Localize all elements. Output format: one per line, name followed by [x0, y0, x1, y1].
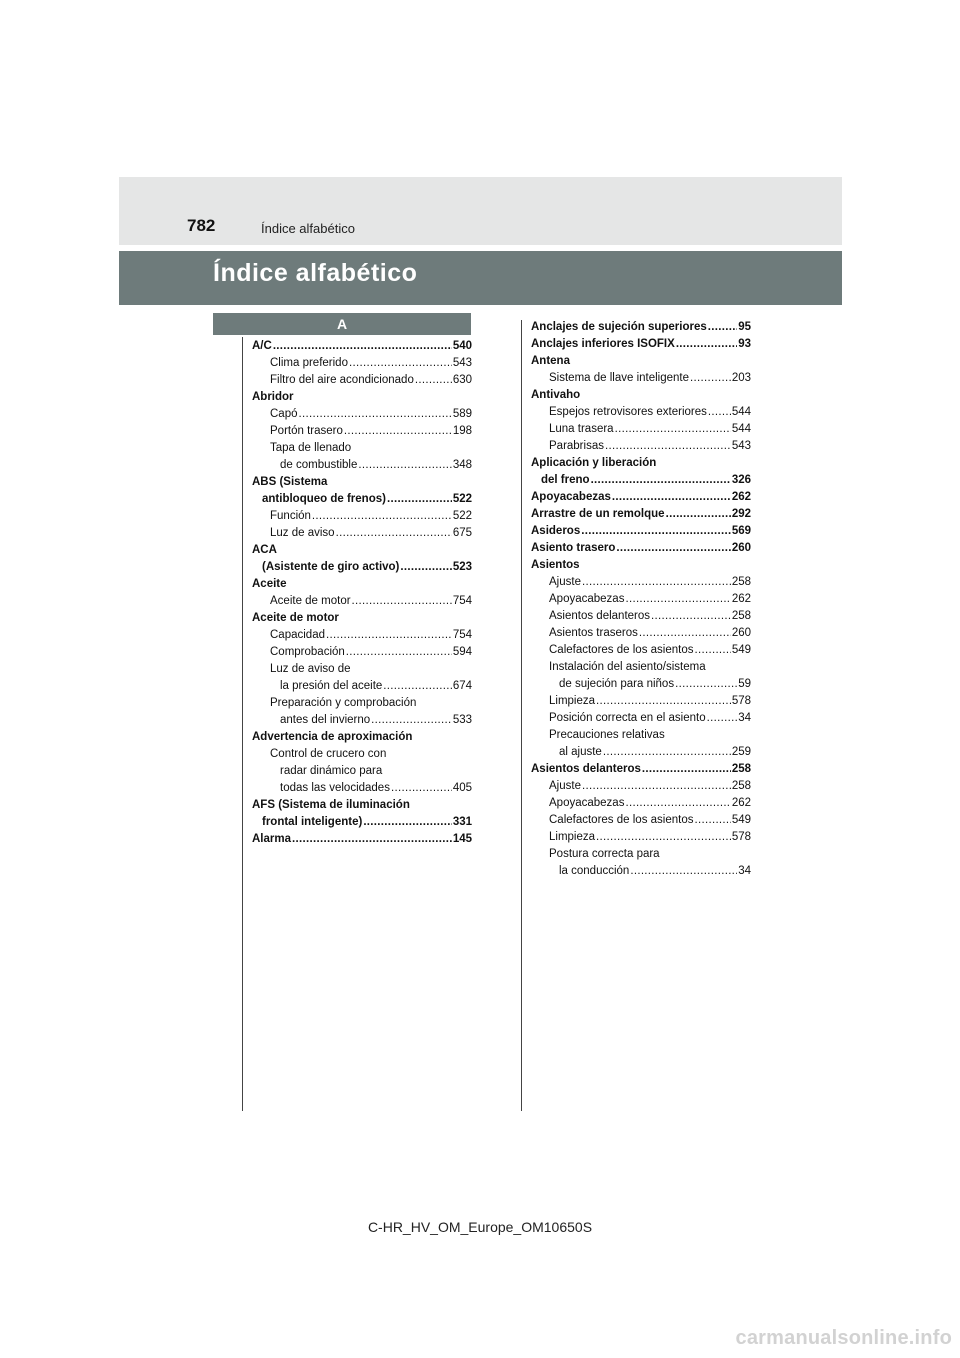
dot-leader: [694, 812, 730, 829]
index-entry: [252, 644, 472, 661]
index-entry-term: antibloqueo de frenos): [262, 493, 386, 505]
index-entry-page: 549: [731, 644, 751, 656]
index-entry-term: Abridor: [252, 391, 294, 403]
index-entry: [531, 353, 751, 370]
index-entry-page: 533: [452, 714, 472, 726]
index-entry-term: Parabrisas: [549, 440, 604, 452]
dot-leader: [582, 574, 731, 591]
index-entry-term: Antena: [531, 355, 570, 367]
index-entry: [252, 576, 472, 593]
index-entry: [252, 678, 472, 695]
index-entry: [252, 559, 472, 576]
index-entry-term: Luz de aviso de: [270, 663, 351, 675]
index-entry-term: Calefactores de los asientos: [549, 814, 694, 826]
index-entry: [531, 693, 751, 710]
index-entry-term: Limpieza: [549, 831, 596, 843]
dot-leader: [676, 336, 737, 353]
dot-leader: [344, 423, 452, 440]
index-entry: [531, 608, 751, 625]
index-entry-term: Apoyacabezas: [531, 491, 611, 503]
index-entry-term: ABS (Sistema: [252, 476, 328, 488]
index-entry-term: de combustible: [280, 459, 358, 471]
index-entry: [531, 574, 751, 591]
dot-leader: [363, 814, 452, 831]
index-entry: [531, 761, 751, 778]
index-entry-term: Arrastre de un remolque: [531, 508, 665, 520]
index-entry-term: antes del invierno: [280, 714, 371, 726]
index-entry-page: 198: [452, 425, 472, 437]
index-entry-term: Posición correcta en el asiento: [549, 712, 706, 724]
dot-leader: [605, 438, 731, 455]
index-entry: [531, 370, 751, 387]
dot-leader: [639, 625, 731, 642]
index-entry-page: 203: [731, 372, 751, 384]
index-entry-page: 331: [452, 816, 472, 828]
index-entry-page: 348: [452, 459, 472, 471]
index-entry-page: 578: [731, 831, 751, 843]
index-entry-term: Asideros: [531, 525, 581, 537]
index-entry-page: 675: [452, 527, 472, 539]
index-entry-term: Comprobación: [270, 646, 345, 658]
index-entry-term: Preparación y comprobación: [270, 697, 417, 709]
index-entry: [531, 319, 751, 336]
index-entry-page: 93: [738, 338, 751, 350]
dot-leader: [591, 472, 731, 489]
index-entry: [252, 389, 472, 406]
index-entry-term: Aceite de motor: [252, 612, 339, 624]
index-entry-page: 258: [731, 780, 751, 792]
index-entry-page: 326: [731, 474, 751, 486]
section-name: Índice alfabético: [261, 221, 355, 236]
index-entry-term: Ajuste: [549, 780, 581, 792]
index-entry: [531, 846, 751, 863]
index-entry-page: 754: [452, 595, 472, 607]
index-entry: [531, 506, 751, 523]
dot-leader: [273, 338, 452, 355]
index-entry-term: Limpieza: [549, 695, 596, 707]
index-entry-term: Control de crucero con: [270, 748, 387, 760]
dot-leader: [352, 593, 452, 610]
index-entry-term: ACA: [252, 544, 277, 556]
dot-leader: [596, 693, 731, 710]
index-entry-term: Clima preferido: [270, 357, 348, 369]
header-band: [119, 177, 842, 245]
index-entry-term: Apoyacabezas: [549, 797, 625, 809]
index-entry-page: 260: [731, 627, 751, 639]
index-entry: [252, 814, 472, 831]
index-entry-page: 522: [452, 510, 472, 522]
index-entry: [252, 525, 472, 542]
index-entry-term: Alarma: [252, 833, 291, 845]
dot-leader: [707, 710, 738, 727]
index-entry-term: Asientos: [531, 559, 580, 571]
index-entry-page: 262: [731, 491, 751, 503]
center-divider: [521, 320, 522, 1111]
dot-leader: [292, 831, 452, 848]
dot-leader: [625, 795, 730, 812]
index-entry-term: frontal inteligente): [262, 816, 363, 828]
index-entry-page: 145: [452, 833, 472, 845]
index-entry: [252, 491, 472, 508]
index-entry-term: Antivaho: [531, 389, 581, 401]
index-entry: [252, 763, 472, 780]
index-entry-page: 549: [731, 814, 751, 826]
dot-leader: [581, 523, 731, 540]
index-entry: [252, 831, 472, 848]
index-entry-page: 259: [731, 746, 751, 758]
index-entry: [252, 610, 472, 627]
index-entry-term: radar dinámico para: [280, 765, 383, 777]
index-entry: [252, 508, 472, 525]
index-entry-page: 522: [452, 493, 472, 505]
index-entry-term: Asiento trasero: [531, 542, 616, 554]
dot-leader: [358, 457, 451, 474]
dot-leader: [694, 642, 730, 659]
index-entry: [252, 797, 472, 814]
index-entry: [531, 829, 751, 846]
index-entry: [252, 661, 472, 678]
index-entry: [531, 710, 751, 727]
dot-leader: [383, 678, 452, 695]
index-entry: [252, 542, 472, 559]
dot-leader: [666, 506, 731, 523]
dot-leader: [630, 863, 737, 880]
index-entry: [252, 338, 472, 355]
page-number: 782: [187, 216, 216, 235]
index-entry-term: Tapa de llenado: [270, 442, 352, 454]
index-entry-term: A/C: [252, 340, 272, 352]
index-entry: [531, 472, 751, 489]
index-entry-page: 544: [731, 406, 751, 418]
index-entry-term: Capacidad: [270, 629, 325, 641]
index-entry-page: 589: [452, 408, 472, 420]
index-entry: [531, 591, 751, 608]
index-entry: [531, 336, 751, 353]
index-entry-page: 258: [731, 576, 751, 588]
index-entry-term: Capó: [270, 408, 298, 420]
index-entry-term: Aceite: [252, 578, 287, 590]
dot-leader: [582, 778, 731, 795]
left-divider: [242, 337, 243, 1111]
index-entry-page: 262: [731, 593, 751, 605]
index-column-left: [252, 338, 472, 848]
index-entry-term: Portón trasero: [270, 425, 343, 437]
index-entry: [531, 727, 751, 744]
dot-leader: [690, 370, 731, 387]
dot-leader: [603, 744, 731, 761]
index-entry: [531, 523, 751, 540]
index-entry: [531, 421, 751, 438]
index-entry: [531, 812, 751, 829]
dot-leader: [708, 319, 737, 336]
index-entry-term: Precauciones relativas: [549, 729, 665, 741]
index-entry: [252, 627, 472, 644]
page-title: Índice alfabético: [213, 259, 418, 287]
dot-leader: [299, 406, 452, 423]
index-entry-page: 594: [452, 646, 472, 658]
index-entry-term: (Asistente de giro activo): [262, 561, 400, 573]
index-entry-page: 34: [738, 865, 751, 877]
index-entry-page: 34: [738, 712, 751, 724]
index-entry-term: Anclajes de sujeción superiores: [531, 321, 707, 333]
index-entry-page: 59: [738, 678, 751, 690]
index-entry-term: Aplicación y liberación: [531, 457, 657, 469]
index-entry-page: 543: [731, 440, 751, 452]
index-entry: [531, 625, 751, 642]
index-entry-page: 95: [738, 321, 751, 333]
index-entry-term: Asientos traseros: [549, 627, 638, 639]
index-entry-term: Postura correcta para: [549, 848, 660, 860]
index-entry: [531, 557, 751, 574]
dot-leader: [625, 591, 730, 608]
index-entry: [252, 593, 472, 610]
index-entry-page: 544: [731, 423, 751, 435]
index-entry-page: 258: [731, 763, 751, 775]
index-entry: [252, 729, 472, 746]
index-entry-term: Asientos delanteros: [549, 610, 651, 622]
dot-leader: [708, 404, 731, 421]
index-entry: [252, 780, 472, 797]
dot-leader: [616, 540, 730, 557]
index-entry-term: AFS (Sistema de iluminación: [252, 799, 410, 811]
index-entry-term: Sistema de llave inteligente: [549, 372, 689, 384]
index-entry-term: todas las velocidades: [280, 782, 390, 794]
footer-document-id: C-HR_HV_OM_Europe_OM10650S: [367, 1219, 593, 1235]
index-entry: [531, 387, 751, 404]
index-entry-term: Instalación del asiento/sistema: [549, 661, 706, 673]
index-entry-term: Espejos retrovisores exteriores: [549, 406, 707, 418]
letter-heading: A: [213, 313, 471, 335]
index-entry: [252, 372, 472, 389]
index-entry: [531, 659, 751, 676]
index-entry-term: Aceite de motor: [270, 595, 351, 607]
index-entry-term: la conducción: [559, 865, 630, 877]
dot-leader: [612, 489, 731, 506]
index-entry: [531, 489, 751, 506]
index-entry-page: 260: [731, 542, 751, 554]
index-entry: [252, 423, 472, 440]
index-entry-term: del freno: [541, 474, 590, 486]
index-entry: [531, 540, 751, 557]
index-entry-term: Advertencia de aproximación: [252, 731, 413, 743]
index-entry-term: Filtro del aire acondicionado: [270, 374, 414, 386]
index-entry-page: 569: [731, 525, 751, 537]
index-entry-term: Calefactores de los asientos: [549, 644, 694, 656]
dot-leader: [387, 491, 452, 508]
dot-leader: [391, 780, 452, 797]
dot-leader: [596, 829, 731, 846]
watermark: carmanualsonline.info: [735, 1327, 952, 1349]
index-entry-page: 258: [731, 610, 751, 622]
index-entry: [531, 438, 751, 455]
index-entry-term: de sujeción para niños: [559, 678, 675, 690]
index-entry-term: Ajuste: [549, 576, 581, 588]
index-entry: [252, 695, 472, 712]
index-entry-term: Luna trasera: [549, 423, 614, 435]
dot-leader: [415, 372, 452, 389]
index-entry-page: 523: [452, 561, 472, 573]
index-entry-term: Apoyacabezas: [549, 593, 625, 605]
index-entry-page: 754: [452, 629, 472, 641]
index-entry-page: 674: [452, 680, 472, 692]
index-entry-term: la presión del aceite: [280, 680, 383, 692]
dot-leader: [346, 644, 452, 661]
index-entry: [252, 474, 472, 491]
index-entry: [531, 778, 751, 795]
index-entry-term: Anclajes inferiores ISOFIX: [531, 338, 675, 350]
index-entry-term: Función: [270, 510, 311, 522]
dot-leader: [642, 761, 731, 778]
index-entry-page: 292: [731, 508, 751, 520]
index-entry-term: Luz de aviso: [270, 527, 335, 539]
index-entry: [252, 712, 472, 729]
index-entry-term: Asientos delanteros: [531, 763, 641, 775]
index-entry: [252, 457, 472, 474]
index-entry: [531, 455, 751, 472]
index-entry-page: 630: [452, 374, 472, 386]
index-column-right: [531, 319, 751, 880]
index-entry: [252, 406, 472, 423]
dot-leader: [349, 355, 452, 372]
index-entry: [252, 440, 472, 457]
index-entry: [531, 676, 751, 693]
index-entry-page: 543: [452, 357, 472, 369]
dot-leader: [371, 712, 452, 729]
index-entry: [531, 404, 751, 421]
index-entry-term: al ajuste: [559, 746, 602, 758]
index-entry: [531, 795, 751, 812]
index-entry-page: 262: [731, 797, 751, 809]
index-entry-page: 578: [731, 695, 751, 707]
index-entry: [531, 863, 751, 880]
index-entry: [252, 355, 472, 372]
dot-leader: [615, 421, 731, 438]
dot-leader: [336, 525, 452, 542]
dot-leader: [326, 627, 452, 644]
dot-leader: [312, 508, 452, 525]
dot-leader: [400, 559, 451, 576]
index-entry: [531, 744, 751, 761]
index-entry: [252, 746, 472, 763]
dot-leader: [675, 676, 737, 693]
dot-leader: [651, 608, 731, 625]
index-entry: [531, 642, 751, 659]
index-entry-page: 540: [452, 340, 472, 352]
index-entry-page: 405: [452, 782, 472, 794]
